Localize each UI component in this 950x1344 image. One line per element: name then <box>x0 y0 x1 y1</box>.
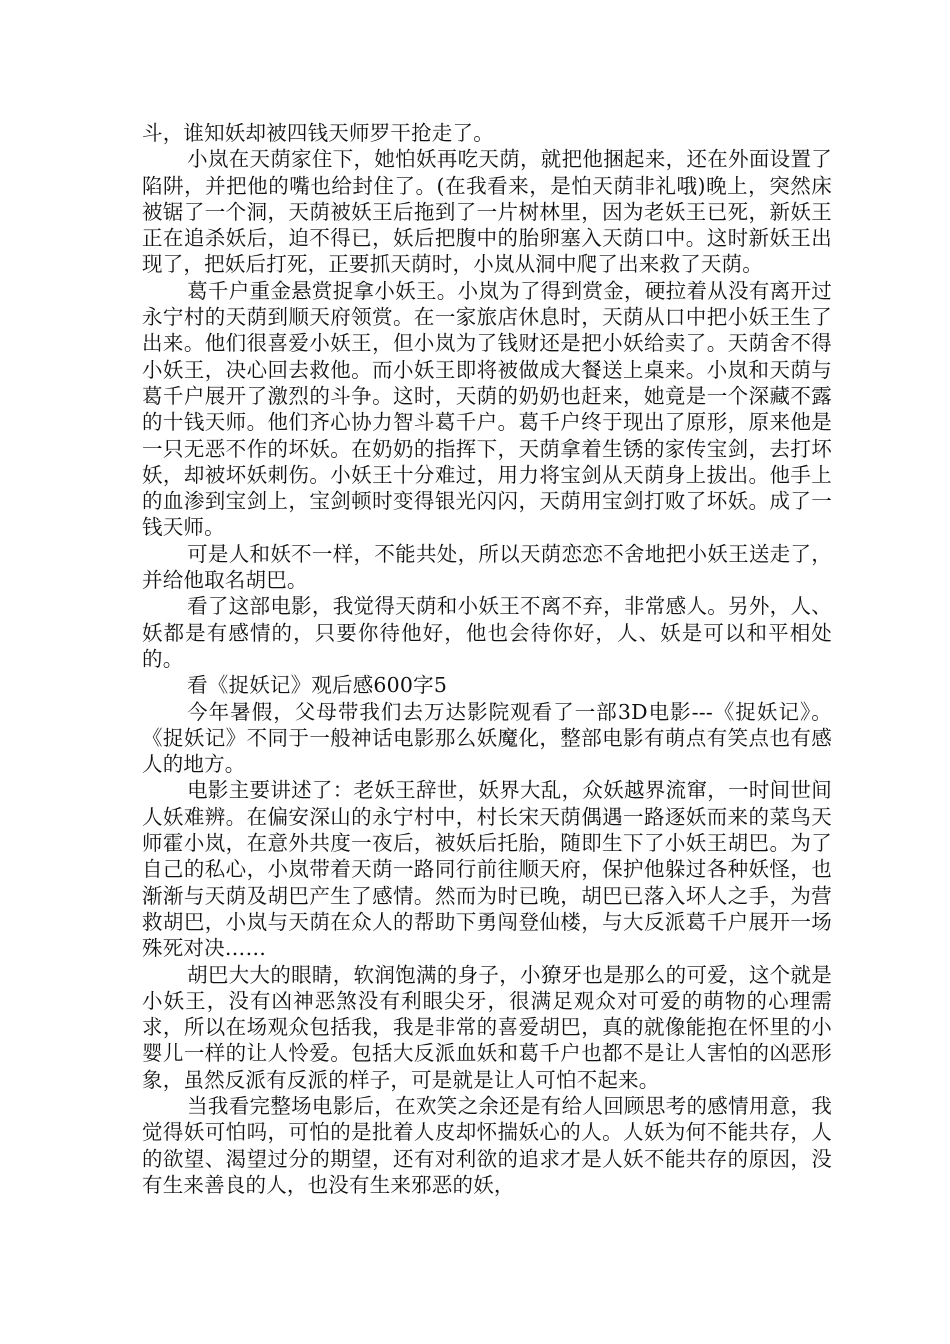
paragraph: 斗，谁知妖却被四钱天师罗干抢走了。 <box>142 121 494 145</box>
paragraph: 看了这部电影，我觉得天荫和小妖王不离不弃，非常感人。另外，人、妖都是有感情的，只要你待他好，他也会待你好，人、妖是可以和平相处的。 <box>142 594 832 671</box>
paragraph: 电影主要讲述了：老妖王辞世，妖界大乱，众妖越界流窜，一时间世间人妖难辨。在偏安深山的永宁村中，村长宋天荫偶遇一路逐妖而来的菜鸟天师霍小岚，在意外共度一夜后，被妖后托胎，随即生下了小妖王胡巴。为了自己的私心，小岚带着天荫一路同行前往顺天府，保护他躲过各种妖怪，也渐渐与天荫及胡巴产生了感情。然而为时已晚，胡巴已落入坏人之手，为营救胡巴，小岚与天荫在众人的帮助下勇闯登仙楼，与大反派葛千户展开一场殊死对决…… <box>142 778 832 961</box>
paragraph: 葛千户重金悬赏捉拿小妖王。小岚为了得到赏金，硬拉着从没有离开过永宁村的天荫到顺天府领赏。在一家旅店休息时，天荫从口中把小妖王生了出来。他们很喜爱小妖王，但小岚为了钱财还是把小妖给卖了。天荫舍不得小妖王，决心回去救他。而小妖王即将被做成大餐送上桌来。小岚和天荫与葛千户展开了激烈的斗争。这时，天荫的奶奶也赶来，她竟是一个深藏不露的十钱天师。他们齐心协力智斗葛千户。葛千户终于现出了原形，原来他是一只无恶不作的坏妖。在奶奶的指挥下，天荫拿着生锈的家传宝剑，去打坏妖，却被坏妖刺伤。小妖王十分难过，用力将宝剑从天荫身上拔出。他手上的血渗到宝剑上，宝剑顿时变得银光闪闪，天荫用宝剑打败了坏妖。成了一钱天师。 <box>142 278 832 540</box>
paragraph: 今年暑假，父母带我们去万达影院观看了一部3D电影---《捉妖记》。《捉妖记》不同于一般神话电影那么妖魔化，整部电影有萌点有笑点也有感人的地方。 <box>142 699 832 777</box>
section-heading: 看《捉妖记》观后感600字5 <box>187 673 448 698</box>
document-body <box>142 120 832 1198</box>
paragraph: 可是人和妖不一样，不能共处，所以天荫恋恋不舍地把小妖王送走了，并给他取名胡巴。 <box>142 541 832 593</box>
paragraph: 小岚在天荫家住下，她怕妖再吃天荫，就把他捆起来，还在外面设置了陷阱，并把他的嘴也给封住了。(在我看来，是怕天荫非礼哦)晚上，突然床被锯了一个洞，天荫被妖王后拖到了一片树林里，因为老妖王已死，新妖王正在追杀妖后，迫不得已，妖后把腹中的胎卵塞入天荫口中。这时新妖王出现了，把妖后打死，正要抓天荫时，小岚从洞中爬了出来救了天荫。 <box>142 147 832 277</box>
paragraph: 当我看完整场电影后，在欢笑之余还是有给人回顾思考的感情用意，我觉得妖可怕吗，可怕的是批着人皮却怀揣妖心的人。人妖为何不能共存，人的欲望、渴望过分的期望，还有对利欲的追求才是人妖不能共存的原因，没有生来善良的人，也没有生来邪恶的妖， <box>142 1093 832 1197</box>
paragraph: 胡巴大大的眼睛，软润饱满的身子，小獠牙也是那么的可爱，这个就是小妖王，没有凶神恶煞没有利眼尖牙，很满足观众对可爱的萌物的心理需求，所以在场观众包括我，我是非常的喜爱胡巴，真的就像能抱在怀里的小婴儿一样的让人怜爱。包括大反派血妖和葛千户也都不是让人害怕的凶恶形象，虽然反派有反派的样子，可是就是让人可怕不起来。 <box>142 962 832 1092</box>
